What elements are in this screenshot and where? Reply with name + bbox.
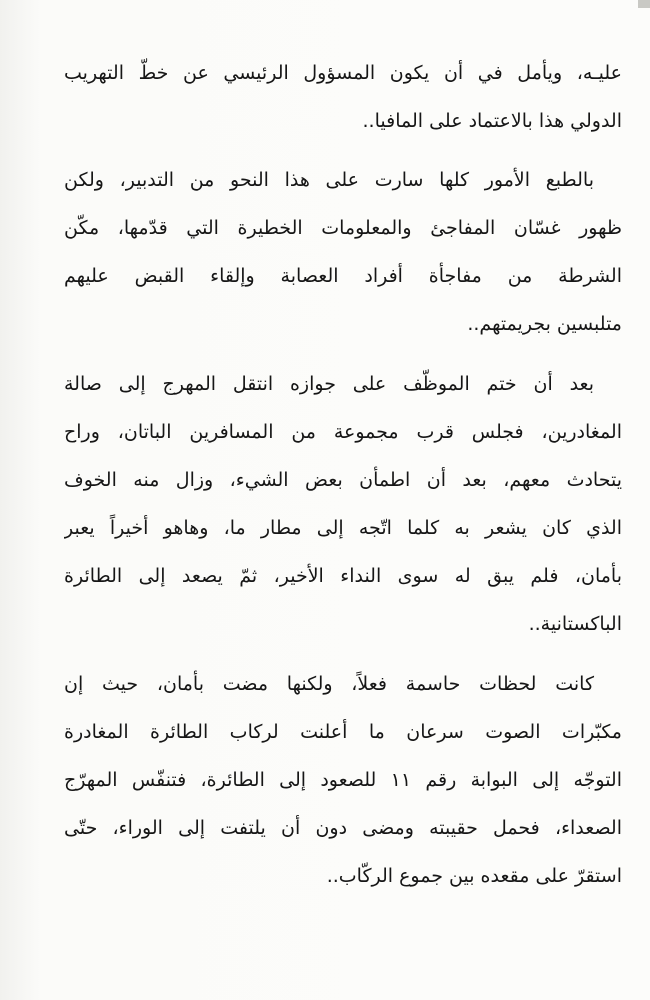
paragraph-line: الصعداء، فحمل حقيبته ومضى دون أن يلتفت إلى الوراء، حتّى — [64, 817, 622, 839]
paragraph-line: الباكستانية.. — [528, 613, 622, 635]
paragraph-line: بالطبع الأمور كلها سارت على هذا النحو من التدبير، ولكن — [64, 169, 594, 191]
paragraph-line: مكبّرات الصوت سرعان ما أعلنت لركاب الطائرة المغادرة — [64, 721, 622, 743]
paragraph-4 — [64, 660, 622, 900]
paragraph-line: يتحادث معهم، بعد أن اطمأن بعض الشيء، وزال منه الخوف — [64, 469, 622, 491]
paragraph-line: عليـه، ويأمل في أن يكون المسؤول الرئيسي عن خطّ التهريب — [64, 62, 622, 84]
paragraph-line: الدولي هذا بالاعتماد على المافيا.. — [362, 110, 622, 132]
paragraph-line: الذي كان يشعر به كلما اتّجه إلى مطار ما، وهاهو أخيراً يعبر — [64, 517, 622, 539]
paragraph-line: بعد أن ختم الموظّف على جوازه انتقل المهرج إلى صالة — [64, 373, 594, 395]
paragraph-line: ظهور غسّان المفاجئ والمعلومات الخطيرة التي قدّمها، مكّن — [64, 217, 622, 239]
paragraph-line: متلبسين بجريمتهم.. — [467, 313, 622, 335]
paragraph-line: كانت لحظات حاسمة فعلاً، ولكنها مضت بأمان، حيث إن — [64, 673, 594, 695]
paragraph-line: المغادرين، فجلس قرب مجموعة من المسافرين الباتان، وراح — [64, 421, 622, 443]
paragraph-2 — [64, 156, 622, 348]
paragraph-line: استقرّ على مقعده بين جموع الركّاب.. — [326, 865, 622, 887]
paragraph-3 — [64, 360, 622, 648]
page-edge-mark — [638, 0, 650, 8]
paragraph-line: الشرطة من مفاجأة أفراد العصابة وإلقاء القبض عليهم — [64, 265, 622, 287]
paragraph-1 — [64, 49, 622, 145]
paragraph-line: بأمان، فلم يبق له سوى النداء الأخير، ثمّ يصعد إلى الطائرة — [64, 565, 622, 587]
paragraph-line: التوجّه إلى البوابة رقم ١١ للصعود إلى الطائرة، فتنفّس المهرّج — [64, 769, 622, 791]
